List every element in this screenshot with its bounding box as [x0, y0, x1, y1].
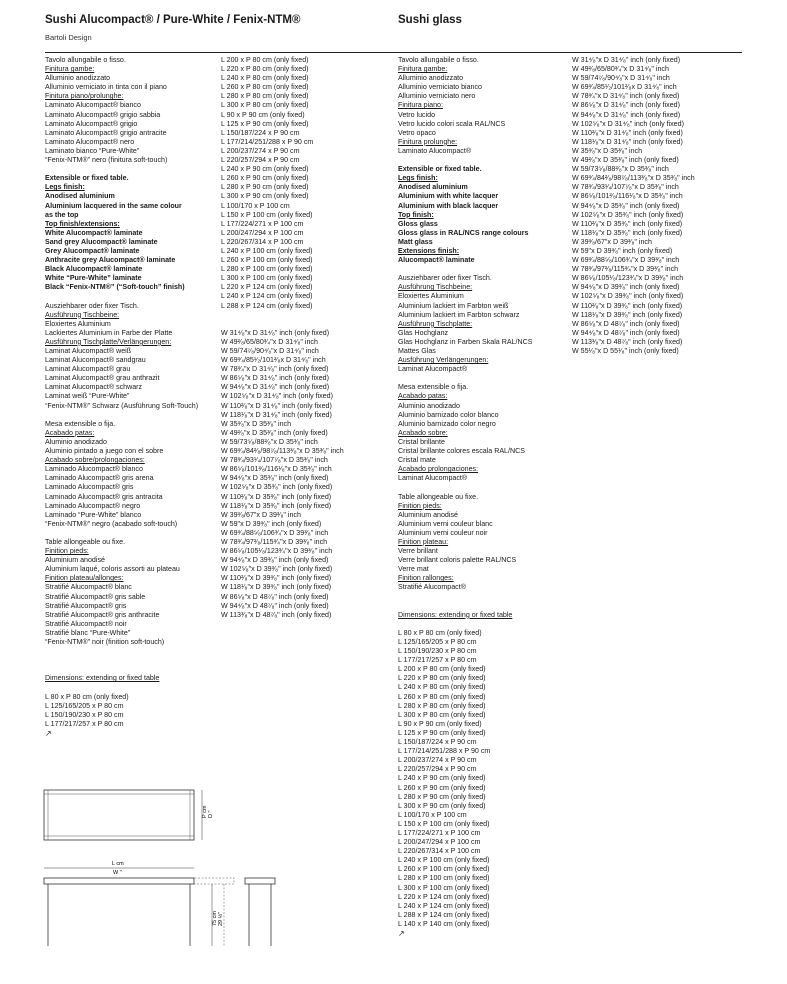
size-line: W 69³⁄₄/84²⁄₈/98⁷⁄₈/113³⁄₈"x D 35³⁄₈" inch [572, 174, 695, 183]
size-line: W 86⁵⁄₈/105¹⁄₈/123³⁄₄"x D 39³⁄₈" inch [221, 547, 333, 556]
size-line: W 102⁵⁄₈"x D 39³⁄₈" inch (only fixed) [221, 565, 333, 574]
spec-line: Ausführung Verlängerungen: [398, 356, 489, 365]
spec-line: Alluminio anodizzato [45, 74, 111, 83]
size-line: L 220 x P 124 cm (only fixed) [221, 283, 313, 292]
spec-line: Aluminium verni couleur blanc [398, 519, 493, 528]
spec-line: Gloss glass [398, 219, 438, 228]
spec-line: Verre brillant coloris palette RAL/NCS [398, 556, 517, 565]
spec-line: Laminado Alucompact® negro [45, 501, 141, 510]
spec-line: “Fenix-NTM®” nero (finitura soft-touch) [45, 156, 168, 165]
spec-line: Laminato Alucompact® grigio antracite [45, 128, 167, 137]
spec-line: Alluminio verniciato in tinta con il piano [45, 83, 167, 92]
spec-line: Aluminium with black lacquer [398, 201, 499, 210]
spec-line: Gloss glass in RAL/NCS range colours [398, 228, 529, 237]
size-line: W 78³⁄₄/97²⁄₈/115³⁄₄"x D 39³⁄₈" inch [221, 537, 328, 546]
size-line: W 69³⁄₄/88⁵⁄₈/106³⁄₄"x D 39³⁄₈" inch [572, 256, 680, 265]
size-line: L 280 x P 100 cm (only fixed) [221, 265, 313, 274]
spec-line: L 125/165/205 x P 80 cm [398, 638, 477, 646]
right-title: Sushi glass [398, 14, 462, 26]
size-line: L 300 x P 90 cm (only fixed) [221, 192, 309, 201]
spec-line: Laminat Alucompact® schwarz [45, 383, 143, 392]
extension-dashed [44, 878, 234, 884]
spec-line [45, 683, 220, 692]
size-line: L 220 x P 80 cm (only fixed) [221, 65, 309, 74]
length-label-cm: L cm [112, 861, 124, 867]
size-line: W 118¹⁄₈"x D 35³⁄₈" inch (only fixed) [221, 501, 332, 510]
spec-line: L 125/165/205 x P 80 cm [45, 701, 124, 710]
spec-line: Aluminium with white lacquer [398, 192, 499, 201]
size-line: W 69³⁄₄/85¹⁄₂/101²⁄₈x D 31⁴⁄₈" inch [572, 83, 677, 92]
size-line: W 39³⁄₈/67"x D 39³⁄₈" inch [221, 510, 301, 519]
size-line: L 240 x P 90 cm (only fixed) [221, 165, 309, 174]
size-line: L 200/247/294 x P 100 cm [221, 228, 304, 237]
table-drawing [40, 780, 280, 970]
spec-line: Alucompact® laminate [398, 256, 475, 265]
spec-line: Laminato Alucompact® nero [45, 137, 135, 146]
spec-line: Tavolo allungabile o fisso. [45, 56, 126, 64]
spec-line: L 177/217/257 x P 80 cm [398, 656, 477, 665]
size-line: L 200/237/274 x P 90 cm [221, 146, 300, 155]
spec-line: Acabado sobre/prolongaciones: [45, 456, 145, 465]
spec-line: Acabado patas: [45, 428, 95, 437]
spec-line: Laminat Alucompact® grau anthrazit [45, 374, 160, 383]
size-line: W 86⁵⁄₈"x D 48⁷⁄₈" inch (only fixed) [572, 319, 680, 328]
spec-line [45, 165, 220, 174]
size-line: L 220/257/294 x P 90 cm [221, 156, 300, 165]
spec-line: L 177/224/271 x P 100 cm [398, 828, 481, 837]
spec-line [398, 602, 568, 611]
length-label-in: W " [113, 870, 122, 876]
size-line: W 78³⁄₄/97²⁄₈/115³⁄₄"x D 39³⁄₈" inch [572, 265, 679, 274]
spec-line: Finition rallonges: [398, 574, 454, 583]
spec-line [45, 411, 220, 420]
spec-line: L 260 x P 90 cm (only fixed) [398, 783, 486, 792]
spec-line: Laminato Alucompact® grigio sabbia [45, 110, 161, 119]
spec-line: Laminado “Pure-White” blanco [45, 510, 142, 519]
spec-line: Laminato Alucompact® bianco [45, 101, 141, 110]
size-line: W 78³⁄₄/93¹⁄₄/107⁷⁄₈"x D 35³⁄₈" inch [572, 183, 679, 192]
size-line: W 113³⁄₈"x D 48⁷⁄₈" inch (only fixed) [221, 610, 332, 619]
spec-line: Black “Fenix-NTM®” (“Soft-touch” finish) [45, 283, 185, 292]
size-line: W 49²⁄₈"x D 35³⁄₈" inch (only fixed) [572, 156, 679, 165]
size-line: W 118¹⁄₈"x D 31⁴⁄₈" inch (only fixed) [221, 410, 332, 419]
spec-line: Anodised aluminium [398, 183, 468, 192]
table-top-view [44, 790, 194, 840]
size-line: W 39³⁄₈/67"x D 39³⁄₈" inch [572, 237, 652, 246]
spec-line: L 177/214/251/288 x P 90 cm [398, 747, 491, 756]
size-line: W 78³⁄₄/93¹⁄₄/107⁷⁄₈"x D 35³⁄₈" inch [221, 456, 328, 465]
spec-line: L 80 x P 80 cm (only fixed) [398, 628, 482, 637]
height-label-cm: 75 cm [212, 911, 218, 926]
spec-line: Verre mat [398, 565, 429, 574]
spec-line: Stratifié Alucompact® gris [45, 601, 127, 610]
spec-line: Black Alucompact® laminate [45, 265, 143, 274]
size-line: W 102⁵⁄₈"x D 35³⁄₈" inch (only fixed) [221, 483, 333, 492]
spec-line: L 150/190/230 x P 80 cm [398, 647, 477, 656]
size-line: W 49²⁄₈"x D 35³⁄₈" inch (only fixed) [221, 428, 328, 437]
size-line: W 59/73⁵⁄₈/88²⁄₈"x D 35³⁄₈" inch [221, 437, 318, 446]
size-line: L 200 x P 80 cm (only fixed) [221, 56, 309, 64]
spec-line: Ausziehbarer oder fixer Tisch. [45, 301, 139, 310]
spec-line: Legs finish: [45, 183, 85, 192]
spec-line: Ausführung Tischplatte/Verlängerungen: [45, 337, 172, 346]
spec-line: as the top [45, 210, 79, 219]
spec-line: Laminado Alucompact® gris [45, 483, 134, 492]
spec-line: L 150/190/230 x P 80 cm [45, 710, 124, 719]
size-line: W 55¹⁄₈"x D 55¹⁄₈" inch (only fixed) [572, 347, 679, 355]
spec-line: Sand grey Alucompact® laminate [45, 237, 158, 246]
spec-line: Vetro opaco [398, 128, 436, 137]
spec-line: L 240 x P 80 cm (only fixed) [398, 683, 486, 692]
size-line: W 69³⁄₄/85¹⁄₂/101²⁄₈x D 31⁴⁄₈" inch [221, 356, 326, 365]
spec-line: Finition pieds: [398, 501, 442, 510]
size-line: W 49²⁄₈/65/80³⁄₄"x D 31⁴⁄₈" inch [221, 337, 318, 346]
size-line: W 86⁵⁄₈"x D 31⁴⁄₈" inch (only fixed) [572, 101, 680, 110]
spec-line: Aluminio pintado a juego con el sobre [45, 447, 164, 456]
size-line: W 59/74⁷⁄₈/90⁴⁄₈"x D 31⁴⁄₈" inch [572, 74, 670, 83]
spec-line: Aluminium verni couleur noir [398, 528, 488, 537]
spec-line: Laminat Alucompact® grau [45, 365, 131, 374]
spec-line: Laminado Alucompact® blanco [45, 465, 143, 474]
spec-line: Dimensions: extending or fixed table [398, 610, 513, 619]
spec-line: Stratifié Alucompact® gris anthracite [45, 610, 160, 619]
spec-line: Ausführung Tischbeine: [398, 283, 473, 292]
size-line: W 118¹⁄₈"x D 35³⁄₈" inch (only fixed) [572, 228, 683, 237]
size-line: W 110²⁄₈"x D 31⁴⁄₈" inch (only fixed) [572, 128, 683, 137]
spec-line: ↗ [45, 728, 52, 738]
size-line: L 288 x P 124 cm (only fixed) [221, 301, 313, 310]
size-line: L 150 x P 100 cm (only fixed) [221, 210, 313, 219]
spec-line: Legs finish: [398, 174, 438, 183]
spec-line: Extensions finish: [398, 246, 460, 255]
spec-line: Glas Hochglanz [398, 328, 449, 337]
size-line: W 113³⁄₈"x D 48⁷⁄₈" inch (only fixed) [572, 337, 683, 346]
size-line: W 78³⁄₄"x D 31⁴⁄₈" inch (only fixed) [221, 365, 329, 374]
spec-line: L 280 x P 90 cm (only fixed) [398, 792, 486, 801]
size-line: W 69³⁄₄/88⁵⁄₈/106³⁄₄"x D 39³⁄₈" inch [221, 528, 329, 537]
size-line: W 59"x D 39³⁄₈" inch (only fixed) [572, 246, 673, 255]
depth-label-in: D " [208, 810, 214, 818]
size-line: L 150/187/224 x P 90 cm [221, 128, 300, 137]
size-line: W 86⁵⁄₈/105¹⁄₈/123³⁄₄"x D 39³⁄₈" inch [572, 274, 684, 283]
size-line: W 59"x D 39³⁄₈" inch (only fixed) [221, 519, 322, 528]
spec-line: L 220/267/314 x P 100 cm [398, 847, 481, 856]
table-end-view [245, 878, 275, 884]
spec-line: Finitura piano/prolunghe: [45, 92, 124, 101]
size-line: W 94⁴⁄₈"x D 35³⁄₈" inch (only fixed) [221, 474, 329, 483]
spec-line: L 200 x P 80 cm (only fixed) [398, 665, 486, 674]
size-line: W 110²⁄₈"x D 39³⁄₈" inch (only fixed) [572, 301, 683, 310]
spec-line: L 200/247/294 x P 100 cm [398, 838, 481, 847]
spec-line: Aluminio barnizado color negro [398, 419, 496, 428]
spec-line: Finitura gambe: [398, 65, 448, 74]
size-line: W 94⁴⁄₈"x D 39³⁄₈" inch (only fixed) [221, 556, 329, 565]
spec-line: Vetro lucido [398, 110, 436, 119]
spec-line: Extensible or fixed table. [45, 174, 129, 183]
size-line: W 102⁵⁄₈"x D 39³⁄₈" inch (only fixed) [572, 292, 684, 301]
spec-line: L 300 x P 90 cm (only fixed) [398, 801, 486, 810]
spec-line: L 80 x P 80 cm (only fixed) [45, 692, 129, 701]
spec-line: “Fenix-NTM®” negro (acabado soft-touch) [45, 519, 178, 528]
spec-line: Aluminio anodizado [398, 401, 460, 410]
spec-line: Aluminio barnizado color blanco [398, 410, 499, 419]
size-line: L 300 x P 80 cm (only fixed) [221, 101, 309, 110]
spec-line: Stratifié blanc “Pure-White” [45, 628, 131, 637]
size-line: L 260 x P 80 cm (only fixed) [221, 83, 309, 92]
right-sizes-column [572, 56, 772, 356]
size-line: L 177/224/271 x P 100 cm [221, 219, 304, 228]
size-line: L 177/214/251/288 x P 90 cm [221, 137, 314, 146]
spec-line: Stratifié Alucompact® [398, 583, 466, 592]
spec-line [398, 374, 568, 383]
spec-line: ↗ [398, 929, 405, 938]
spec-line: Dimensions: extending or fixed table [45, 674, 160, 683]
spec-line: Finition plateau: [398, 537, 449, 546]
spec-line: L 240 x P 100 cm (only fixed) [398, 856, 490, 865]
spec-line [398, 483, 568, 492]
spec-line [45, 292, 220, 301]
size-line: L 90 x P 90 cm (only fixed) [221, 110, 305, 119]
size-line: L 240 x P 80 cm (only fixed) [221, 74, 309, 83]
spec-line: Laminado Alucompact® gris arena [45, 474, 154, 483]
size-line: W 110²⁄₈"x D 39³⁄₈" inch (only fixed) [221, 574, 332, 583]
spec-line: Laminat Alucompact® weiß [45, 347, 132, 355]
spec-line: Verre brillant [398, 547, 438, 556]
spec-line: Stratifié Alucompact® noir [45, 619, 127, 628]
spec-line: Laminato Alucompact® grigio [45, 119, 138, 128]
spec-line: Ausziehbarer oder fixer Tisch. [398, 274, 492, 283]
spec-line: Laminado Alucompact® gris antracita [45, 492, 163, 501]
spec-line: Laminato bianco “Pure-White” [45, 146, 140, 155]
spec-line: Laminat Alucompact® sandgrau [45, 356, 146, 365]
spec-line: Aluminium anodisé [398, 510, 458, 519]
size-line: W 94⁴⁄₈"x D 31⁴⁄₈" inch (only fixed) [221, 383, 330, 392]
right-description-column [398, 56, 568, 938]
designer: Bartoli Design [45, 33, 92, 42]
spec-line: Tavolo allungabile o fisso. [398, 56, 479, 64]
spec-line: Laminat Alucompact® [398, 365, 468, 374]
size-line: L 280 x P 90 cm (only fixed) [221, 183, 309, 192]
spec-line: Mattes Glas [398, 347, 436, 355]
depth-label-cm: P cm [202, 805, 208, 818]
spec-line: White “Pure-White” laminate [45, 274, 142, 283]
spec-line: Cristal mate [398, 456, 436, 465]
spec-line: Laminat Alucompact® [398, 474, 468, 483]
spec-line: Stratifié Alucompact® blanc [45, 583, 132, 592]
spec-line: “Fenix-NTM®” noir (finition soft-touch) [45, 638, 165, 646]
size-line: W 31⁴⁄₈"x D 31⁴⁄₈" inch (only fixed) [221, 328, 330, 337]
spec-line: L 240 x P 124 cm (only fixed) [398, 901, 490, 910]
spec-line: Stratifié Alucompact® gris sable [45, 592, 146, 601]
spec-line: L 288 x P 124 cm (only fixed) [398, 910, 490, 919]
spec-line: L 150 x P 100 cm (only fixed) [398, 819, 490, 828]
size-line: W 49²⁄₈/65/80³⁄₄"x D 31⁴⁄₈" inch [572, 65, 669, 74]
table-top-side [44, 878, 194, 884]
size-line: W 118¹⁄₈"x D 31⁴⁄₈" inch (only fixed) [572, 137, 683, 146]
size-line: W 86⁵⁄₈"x D 48⁷⁄₈" inch (only fixed) [221, 592, 329, 601]
spec-line: L 220 x P 80 cm (only fixed) [398, 674, 486, 683]
spec-line: Cristal brillante [398, 437, 445, 446]
spec-line [398, 620, 568, 629]
size-line: W 59/73⁵⁄₈/88²⁄₈"x D 35³⁄₈" inch [572, 165, 669, 174]
spec-line: L 260 x P 80 cm (only fixed) [398, 692, 486, 701]
size-line: W 86⁵⁄₈"x D 31⁴⁄₈" inch (only fixed) [221, 374, 329, 383]
size-line: W 110²⁄₈"x D 35³⁄₈" inch (only fixed) [572, 219, 683, 228]
header-rule [45, 52, 742, 53]
size-line: W 78³⁄₄"x D 31⁴⁄₈" inch (only fixed) [572, 92, 680, 101]
size-line: L 240 x P 100 cm (only fixed) [221, 246, 313, 255]
size-line: W 118¹⁄₈"x D 39³⁄₈" inch (only fixed) [221, 583, 332, 592]
size-line: W 102⁵⁄₈"x D 35³⁄₈" inch (only fixed) [572, 210, 684, 219]
spec-line: L 280 x P 80 cm (only fixed) [398, 701, 486, 710]
spec-line: L 240 x P 90 cm (only fixed) [398, 774, 486, 783]
spec-line [398, 593, 568, 602]
spec-line: Lackiertes Aluminium in Farbe der Platte [45, 328, 173, 337]
left-sizes-column [221, 56, 391, 620]
spec-line: Top finish: [398, 210, 434, 219]
spec-line: Ausführung Tischplatte: [398, 319, 473, 328]
spec-line [398, 156, 568, 165]
spec-line: Anthracite grey Alucompact® laminate [45, 256, 176, 265]
spec-line: L 300 x P 80 cm (only fixed) [398, 710, 486, 719]
spec-line: Aluminium lackiert im Farbton weiß [398, 301, 509, 310]
size-line: W 94⁴⁄₈"x D 39³⁄₈" inch (only fixed) [572, 283, 680, 292]
size-line: W 35³⁄₈"x D 35³⁄₈" inch [221, 419, 292, 428]
spec-line: Finitura gambe: [45, 65, 95, 74]
size-line: W 102⁵⁄₈"x D 31⁴⁄₈" inch (only fixed) [221, 392, 333, 401]
spec-line: Eloxiertes Aluminium [398, 292, 464, 301]
spec-line: L 260 x P 100 cm (only fixed) [398, 865, 490, 874]
size-line: W 94⁴⁄₈"x D 35³⁄₈" inch (only fixed) [572, 201, 680, 210]
size-line: W 110²⁄₈"x D 31⁴⁄₈" inch (only fixed) [221, 401, 332, 410]
spec-line [45, 647, 220, 656]
spec-line: Glas Hochglanz in Farben Skala RAL/NCS [398, 337, 533, 346]
spec-line: White Alucompact® laminate [45, 228, 143, 237]
spec-line: L 200/237/274 x P 90 cm [398, 756, 477, 765]
size-line: W 110²⁄₈"x D 35³⁄₈" inch (only fixed) [221, 492, 332, 501]
spec-line: Aluminium laqué, coloris assorti au plateau [45, 565, 180, 574]
spec-line: Aluminium lackiert im Farbton schwarz [398, 310, 520, 319]
size-line: W 59/74⁷⁄₈/90⁴⁄₈"x D 31⁴⁄₈" inch [221, 347, 319, 355]
size-line: W 31⁴⁄₈"x D 31⁴⁄₈" inch (only fixed) [572, 56, 681, 64]
spec-line: Mesa extensible o fija. [398, 383, 469, 392]
spec-line: L 300 x P 100 cm (only fixed) [398, 883, 490, 892]
spec-line: L 140 x P 140 cm (only fixed) [398, 919, 490, 928]
height-label-in: 29 ½" [218, 911, 224, 926]
spec-line: Alluminio verniciato nero [398, 92, 476, 101]
spec-line: Table allongeable ou fixe. [45, 537, 126, 546]
spec-line [45, 529, 220, 538]
size-line [221, 320, 391, 329]
size-line: W 35³⁄₈"x D 35³⁄₈" inch [572, 146, 643, 155]
spec-line: Alluminio anodizzato [398, 74, 464, 83]
size-line [221, 311, 391, 320]
spec-line: “Fenix-NTM®” Schwarz (Ausführung Soft-Touch) [45, 401, 199, 410]
spec-line: Table allongeable ou fixe. [398, 492, 479, 501]
spec-line: Ausführung Tischbeine: [45, 310, 120, 319]
spec-line: Aluminium anodisé [45, 556, 105, 565]
size-line: W 94⁴⁄₈"x D 48⁷⁄₈" inch (only fixed) [221, 601, 329, 610]
spec-line [45, 656, 220, 665]
spec-line: Extensible or fixed table. [398, 165, 482, 174]
spec-line: Top finish/extensions: [45, 219, 120, 228]
left-description-column [45, 56, 220, 738]
size-line: W 102⁵⁄₈"x D 31⁴⁄₈" inch (only fixed) [572, 119, 684, 128]
spec-line: Mesa extensible o fija. [45, 419, 116, 428]
spec-line: Aluminium lacquered in the same colour [45, 201, 182, 210]
size-line: L 100/170 x P 100 cm [221, 201, 290, 210]
spec-line: L 220 x P 124 cm (only fixed) [398, 892, 490, 901]
size-line: W 94⁴⁄₈"x D 31⁴⁄₈" inch (only fixed) [572, 110, 681, 119]
spec-line: Laminato Alucompact® [398, 146, 472, 155]
spec-line: L 280 x P 100 cm (only fixed) [398, 874, 490, 883]
spec-line: Finitura prolunghe: [398, 137, 458, 146]
spec-line: Acabado patas: [398, 392, 448, 401]
spec-line: L 177/217/257 x P 80 cm [45, 719, 124, 728]
spec-line: Alluminio verniciato bianco [398, 83, 482, 92]
spec-line: Acabado sobre: [398, 428, 448, 437]
size-line: L 125 x P 90 cm (only fixed) [221, 119, 309, 128]
spec-line [45, 665, 220, 674]
spec-line: Finitura piano: [398, 101, 443, 110]
spec-line: Finition pieds: [45, 547, 89, 556]
spec-line: Laminat weiß “Pure-White” [45, 392, 130, 401]
size-line: W 94⁴⁄₈"x D 48⁷⁄₈" inch (only fixed) [572, 328, 680, 337]
spec-line: L 100/170 x P 100 cm [398, 810, 467, 819]
size-line: W 86⁵⁄₈/101²⁄₈/116¹⁄₈"x D 35³⁄₈" inch [221, 465, 332, 474]
spec-line: Aluminio anodizado [45, 437, 107, 446]
spec-line: L 125 x P 90 cm (only fixed) [398, 728, 486, 737]
spec-line: Grey Alucompact® laminate [45, 246, 140, 255]
spec-line: Finition plateau/allonges: [45, 574, 124, 583]
spec-line: L 150/187/224 x P 90 cm [398, 738, 477, 747]
size-line: L 260 x P 90 cm (only fixed) [221, 174, 309, 183]
size-line: L 300 x P 100 cm (only fixed) [221, 274, 313, 283]
left-title: Sushi Alucompact® / Pure-White / Fenix-NTM® [45, 14, 301, 26]
spec-line: L 90 x P 90 cm (only fixed) [398, 719, 482, 728]
size-line: W 69³⁄₄/84²⁄₈/98⁷⁄₈/113³⁄₈"x D 35³⁄₈" inch [221, 447, 344, 456]
size-line: L 220/267/314 x P 100 cm [221, 237, 304, 246]
spec-line: Eloxiertes Aluminium [45, 319, 111, 328]
size-line: W 118¹⁄₈"x D 39³⁄₈" inch (only fixed) [572, 310, 683, 319]
spec-line: Acabado prolongaciones: [398, 465, 479, 474]
spec-line [398, 265, 568, 274]
spec-line: Cristal brillante colores escala RAL/NCS [398, 447, 525, 456]
spec-line: L 220/257/294 x P 90 cm [398, 765, 477, 774]
size-line: L 280 x P 80 cm (only fixed) [221, 92, 309, 101]
spec-line: Anodised aluminium [45, 192, 115, 201]
size-line: L 240 x P 124 cm (only fixed) [221, 292, 313, 301]
spec-line: Vetro lucido colori scala RAL/NCS [398, 119, 506, 128]
size-line: W 86⁵⁄₈/101²⁄₈/116¹⁄₈"x D 35³⁄₈" inch [572, 192, 683, 201]
spec-line: Matt glass [398, 237, 433, 246]
size-line: L 260 x P 100 cm (only fixed) [221, 256, 313, 265]
